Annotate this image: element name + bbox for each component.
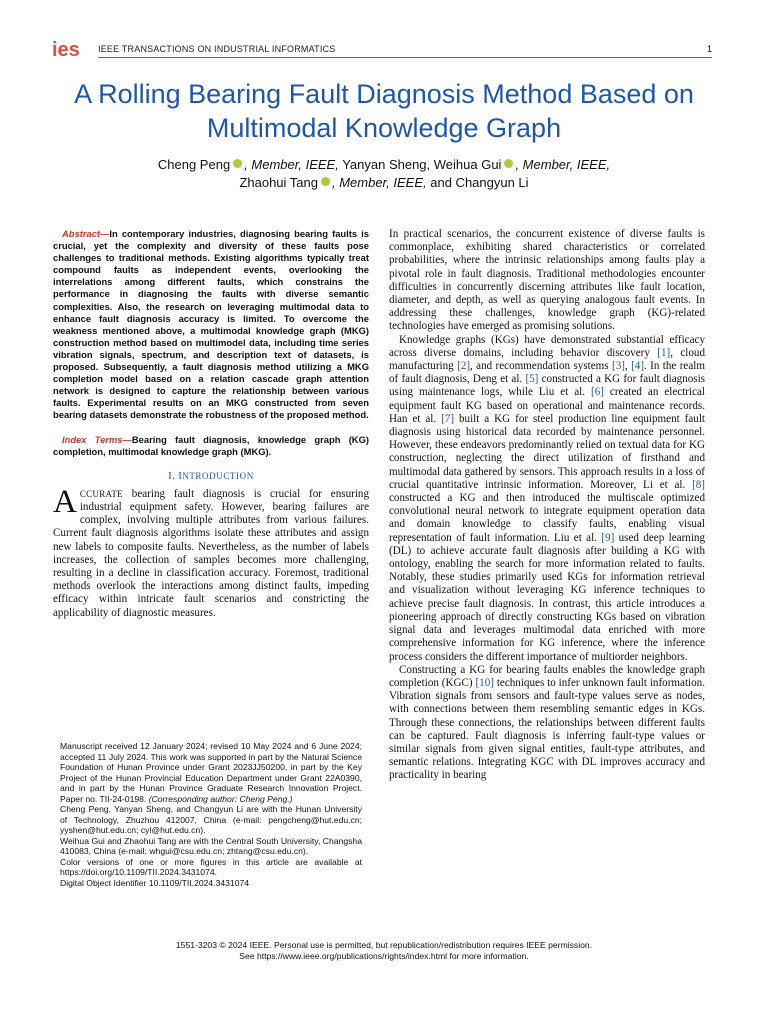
citation-link[interactable]: [8] xyxy=(692,478,705,491)
author-role: , Member, IEEE, xyxy=(244,157,339,172)
citation-link[interactable]: [10] xyxy=(475,676,494,689)
author-name: and Changyun Li xyxy=(426,175,529,190)
body-paragraph: Constructing a KG for bearing faults enables the knowledge graph completion (KGC) [10] techniques to infer unknown fault information. Vibration signals from sensors and fault-type values serve as nodes, with connections between them resembling semantic edges in KGs. Through these connections, the relationships between different faults can be captured. Fault diagnosis is inferring fault-type values or similar signals from given signal entities, fault-type attributes, and semantic relations. Integrating KGC with DL improves accuracy and practicality in bearing xyxy=(389,663,705,782)
svg-text:ies: ies xyxy=(52,39,80,60)
body-paragraph: Knowledge graphs (KGs) have demonstrated substantial efficacy across diverse domains, including behavior discovery [1], cloud manufacturing [2], and recommendation systems [3], [4]. In the realm of fault diagnosis, Deng et al. [5] constructed a KG for fault diagnosis using maintenance logs, while Liu et al. [6] created an electrical equipment fault KG based on operational and maintenance records. Han et al. [7] built a KG for steel production line equipment fault diagnosis using historical data recorded by maintenance personnel. However, these endeavors predominantly relied on textual data for KG construction, neglecting the direct utilization of firsthand and multimodal data gathered by sensors. This approach results in a loss of crucial quantitative intrinsic information. Moreover, Li et al. [8] constructed a KG and then introduced the multiscale optimized convolutional neural network to integrate equipment operation data and domain knowledge to classify faults, enabling visual representation of fault information. Liu et al. [9] used deep learning (DL) to achieve accurate fault diagnosis after building a KG with ontology, enabling the search for more information related to faults. Notably, these studies primarily used KGs for information retrieval and visualization without leveraging KG inference techniques to achieve precise fault diagnosis. In contrast, this article introduces a pioneering approach of directly constructing KGs based on vibration signal data and leverages multimodal data enriched with more comprehensive information for KG inference, where the inference process considers the different importance of multiorder neighbors. xyxy=(389,333,706,663)
index-terms xyxy=(53,434,369,458)
index-terms-label: Index Terms— xyxy=(62,433,132,445)
citation-link[interactable]: [9] xyxy=(601,531,615,544)
author-name: Cheng Peng xyxy=(157,157,231,172)
journal-name: IEEE TRANSACTIONS ON INDUSTRIAL INFORMATICS xyxy=(98,44,336,54)
rights-link-line[interactable]: See https://www.ieee.org/publications/rights/index.html for more information. xyxy=(239,951,529,961)
left-column xyxy=(53,228,369,620)
abstract xyxy=(53,228,369,422)
citation-link[interactable]: [2] xyxy=(457,360,471,373)
footnote-affiliation-1: Cheng Peng, Yanyan Sheng, and Changyun Li are with the Hunan University of Technology, Zhuzhou 412007, China (e-mail: pengcheng@hut.edu.cn; yyshen@hut.edu.cn; cyl@hut.edu.cn). xyxy=(60,804,362,835)
index-terms-text: Bearing fault diagnosis, knowledge graph (KG) completion, multimodal knowledge graph (MKG). xyxy=(53,433,369,457)
section-heading-introduction: I. INTRODUCTION xyxy=(168,469,254,482)
citation-link[interactable]: [6] xyxy=(591,386,604,399)
citation-link[interactable]: [4] xyxy=(631,360,645,373)
author-role: , Member, IEEE, xyxy=(331,175,427,190)
orcid-icon[interactable] xyxy=(321,177,330,186)
abstract-text: In contemporary industries, diagnosing bearing faults is crucial, yet the complexity and diversity of these faults pose challenges to traditional methods. Existing algorithms typically treat compound faults as independent events, overlooking the interrelations among different faults, which constrains the performance in diagnosing the faults with diverse semantic complexities. Also, the research on leveraging multimodal data to enhance fault diagnosis accuracy is limited. To overcome the weakness mentioned above, a multimodal knowledge graph (MKG) construction method based on multimodel data, including time series vibration signals, spectrum, and description text of datasets, is proposed. Subsequently, a fault diagnosis method utilizing a MKG completion model based on a relation cascade graph attention network is designed to capture the relationship between various faults. Experimental results on an MKG constructed from seven bearing datasets demonstrate the robustness of the proposed method. xyxy=(53,228,369,421)
page-number: 1 xyxy=(706,44,712,54)
footnote-manuscript: Manuscript received 12 January 2024; revised 10 May 2024 and 6 June 2024; accepted 11 July 2024. This work was supported in part by the Natural Science Foundation of Hunan Province under Grant 2023JJ50200, in part by the Key Project of the Hunan Provincial Education Department under Grant 22A0390, and in part by the Hunan Province Graduate Research Innovation Project. Paper no. TII-24-0198. (Corresponding author: Cheng Peng.) xyxy=(60,741,362,804)
author-name: Yanyan Sheng, Weihua Gui xyxy=(338,157,502,172)
body-paragraph: In practical scenarios, the concurrent existence of diverse faults is commonplace, exhibiting shared characteristics or correlated probabilities, where the intrinsic relationships among faults play a pivotal role in fault diagnosis. Traditional methodologies encounter difficulties in concurrently discerning attributes like fault location, diameter, and depth, as well as querying analogous fault events. In addressing these challenges, knowledge graph (KG)-related technologies have emerged as promising solutions. xyxy=(389,228,705,333)
right-column xyxy=(389,228,705,783)
citation-link[interactable]: [7] xyxy=(441,412,455,425)
copyright-line: 1551-3203 © 2024 IEEE. Personal use is permitted, but republication/redistribution requires IEEE permission. xyxy=(175,940,593,950)
author-role: , Member, IEEE, xyxy=(515,157,611,172)
orcid-icon[interactable] xyxy=(504,159,513,168)
citation-link[interactable]: [5] xyxy=(525,373,539,386)
drop-cap: A xyxy=(53,483,77,520)
citation-link[interactable]: [1] xyxy=(657,346,671,359)
intro-paragraph: ACCURATE bearing fault diagnosis is crucial for ensuring industrial equipment safety. However, bearing failures are complex, involving multiple attributes from various failures. Current fault diagnosis algorithms isolate these attributes and assign new labels to composite faults. Nevertheless, as the number of labels increases, the collection of samples becomes more challenging, resulting in a decline in classification accuracy. Foremost, traditional methods overlook the interactions among distinct faults, impeding efficacy within intricate fault scenarios and constricting the applicability of diagnostic measures. xyxy=(53,483,369,619)
header-rule xyxy=(98,57,712,58)
copyright-footer xyxy=(60,940,708,962)
footnote-affiliation-2: Weihua Gui and Zhaohui Tang are with the Central South University, Changsha 410083, China (e-mail: whgui@csu.edu.cn; zhtang@csu.edu.cn). xyxy=(60,835,362,856)
author-name: Zhaohui Tang xyxy=(239,175,318,190)
running-header xyxy=(52,38,712,60)
paper-title: A Rolling Bearing Fault Diagnosis Method Based on Multimodal Knowledge Graph xyxy=(74,79,694,143)
footnote-doi: Digital Object Identifier 10.1109/TII.2024.3431074 xyxy=(60,877,250,888)
abstract-label: Abstract— xyxy=(62,228,110,239)
author-list xyxy=(60,156,708,192)
citation-link[interactable]: [3] xyxy=(612,360,625,373)
orcid-icon[interactable] xyxy=(233,159,242,168)
first-page-footnote xyxy=(60,741,362,888)
footnote-color-versions: Color versions of one or more figures in this article are available at https://doi.org/10.1109/TII.2024.3431074. xyxy=(60,856,362,877)
ies-logo-icon xyxy=(52,38,88,60)
